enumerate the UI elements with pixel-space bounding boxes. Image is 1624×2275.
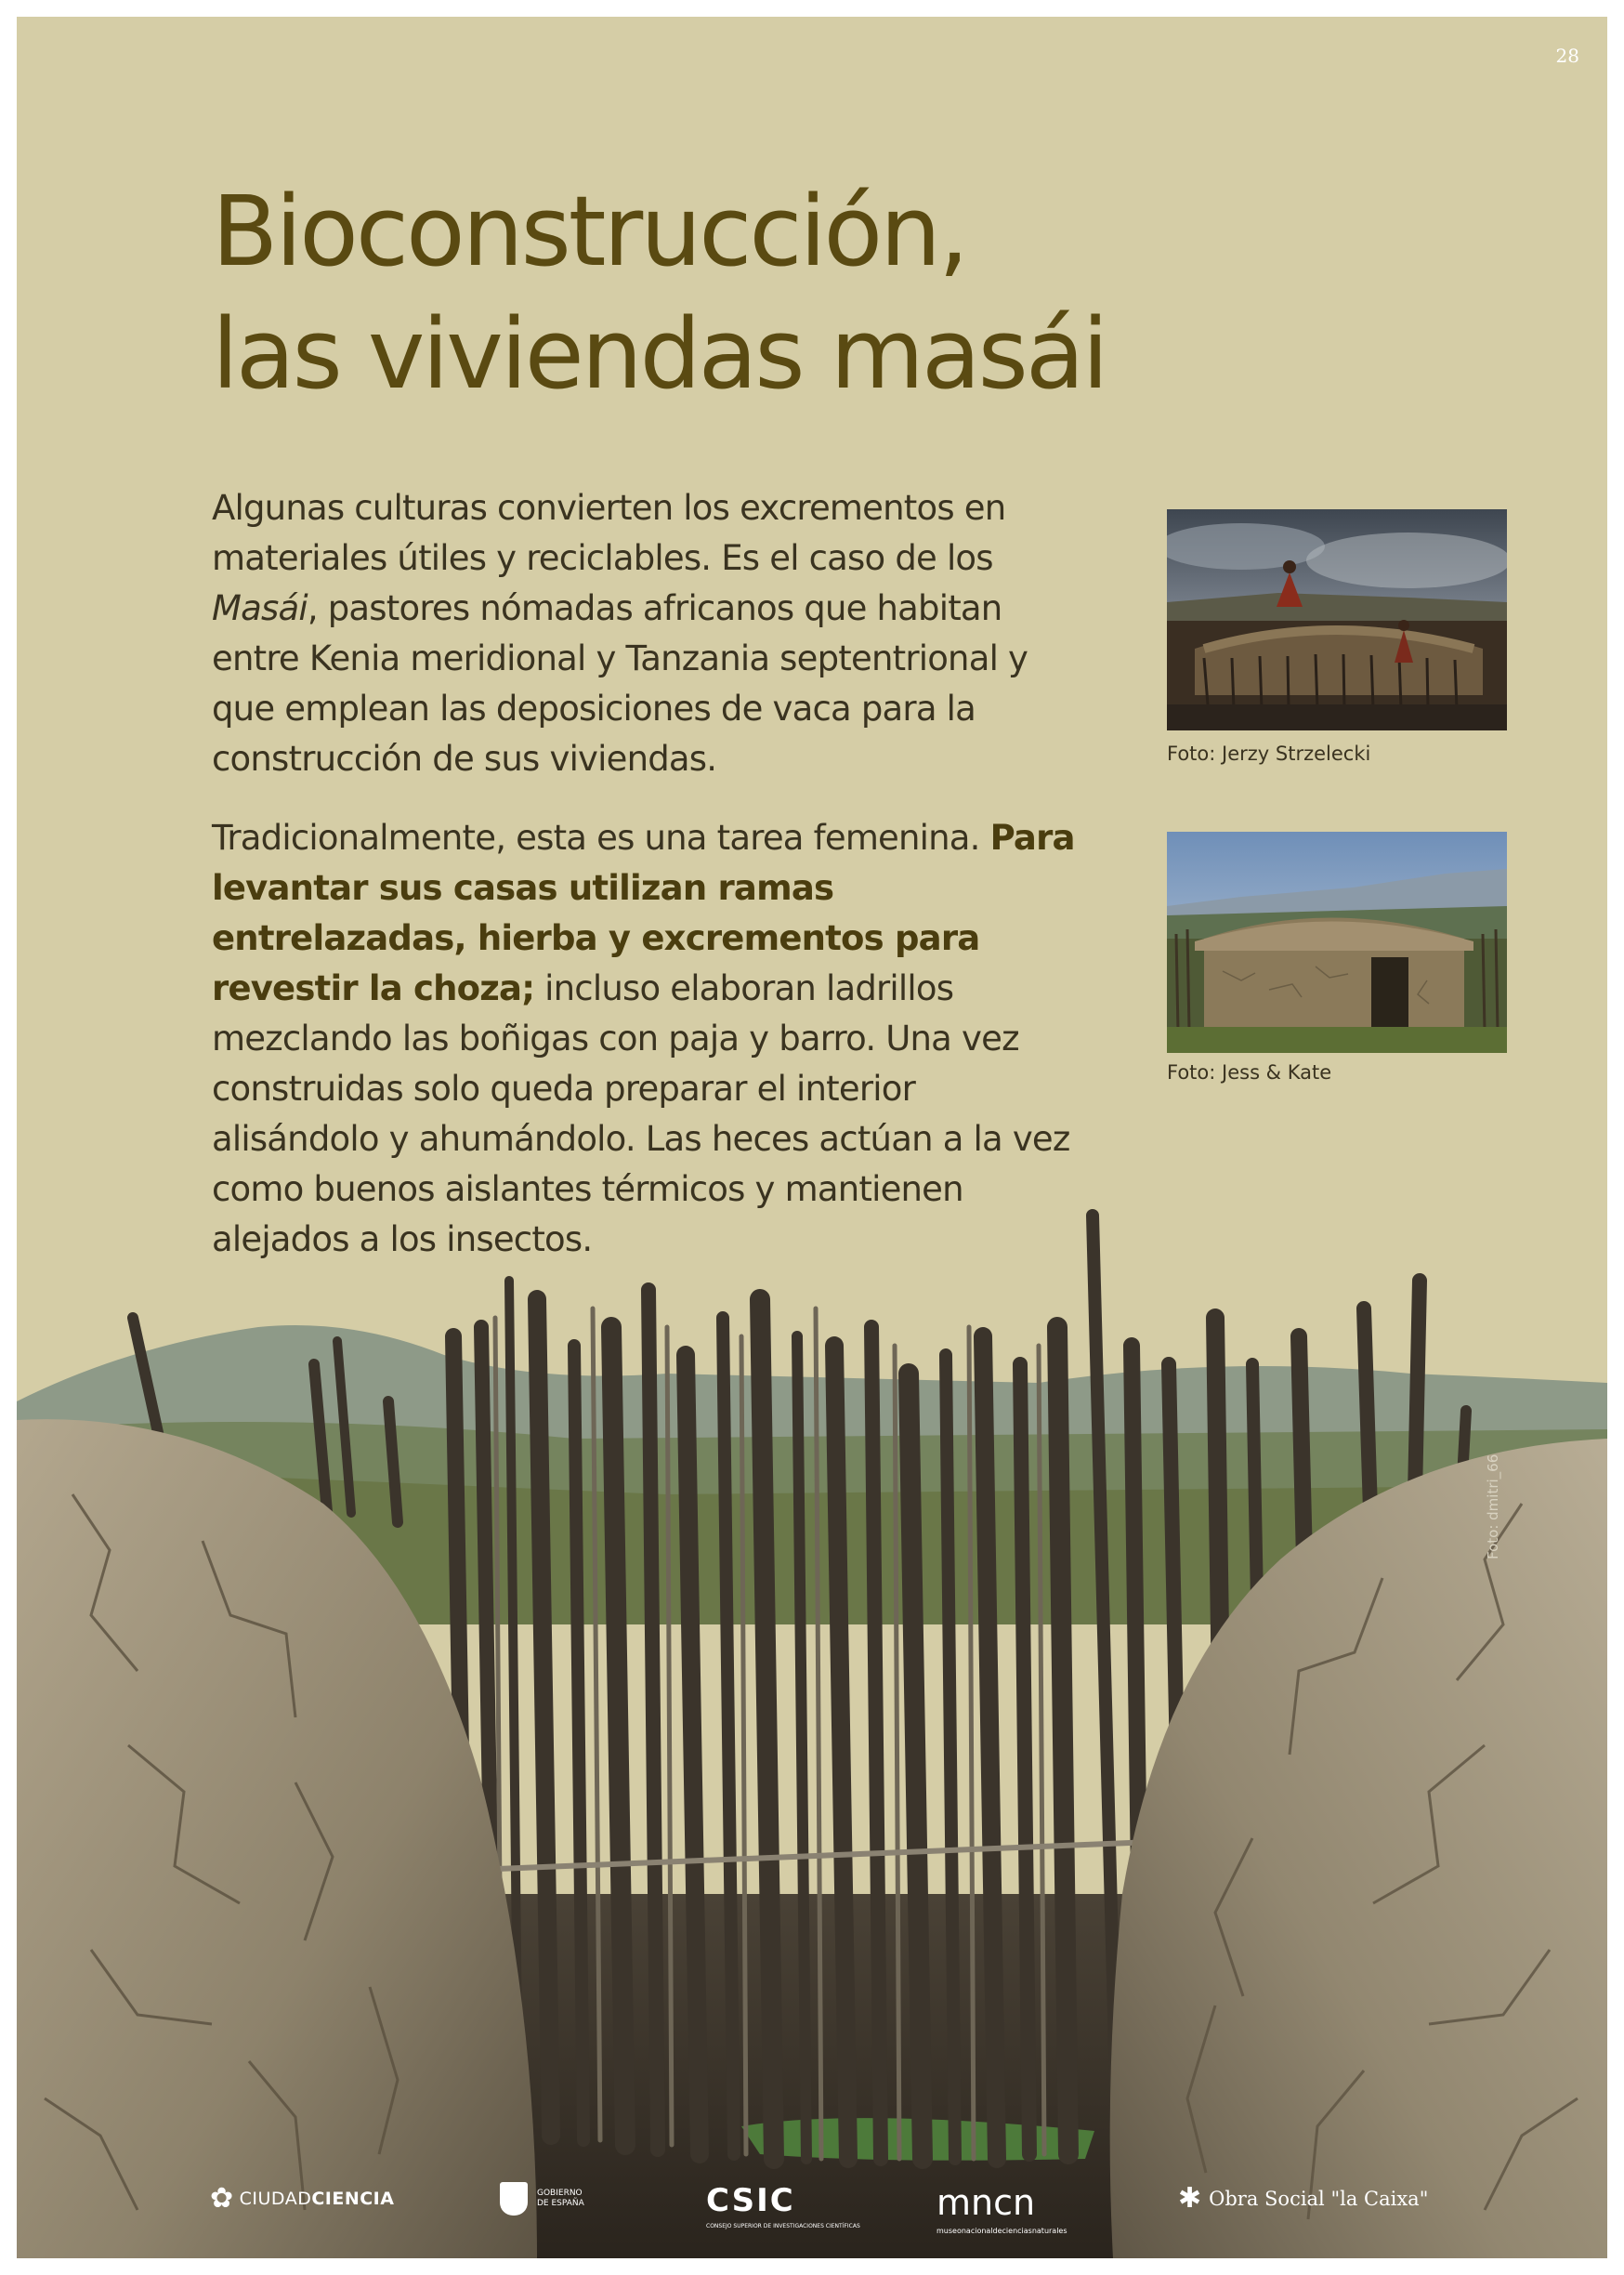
ciudad-ciencia-icon: ✿ — [210, 2182, 234, 2215]
poster-panel — [17, 17, 1607, 2258]
paragraph-1-text-a: Algunas culturas convierten los excrementos en materiales útiles y reciclables. Es el caso de los — [212, 488, 1006, 578]
gobierno-line-2: DE ESPAÑA — [537, 2199, 584, 2208]
logo-ciudad-ciencia — [210, 2182, 394, 2215]
logo-gobierno — [500, 2182, 584, 2216]
manyatta-scene — [17, 1188, 1607, 2258]
paragraph-2-bold: Para levantar sus casas utilizan ramas entrelazadas, hierba y excrementos para revestir la choza; — [212, 818, 1075, 1008]
paragraph-1-italic: Masái — [212, 588, 308, 628]
scene-photo-credit: Foto: dmitri_66 — [1485, 1453, 1501, 1559]
logo-ciudad-text: CIUDAD — [239, 2188, 312, 2209]
logo-ciencia-text: CIENCIA — [311, 2188, 395, 2209]
coat-of-arms-icon — [500, 2182, 528, 2216]
paragraph-2-text-a: Tradicionalmente, esta es una tarea femenina. — [212, 818, 990, 858]
paragraph-1 — [212, 483, 1085, 784]
logo-mncn — [936, 2182, 1067, 2235]
logo-csic-subtitle: CONSEJO SUPERIOR DE INVESTIGACIONES CIENTÍFICAS — [706, 2223, 860, 2229]
logo-caixa-text: Obra Social "la Caixa" — [1209, 2187, 1429, 2210]
page-title — [212, 170, 1106, 415]
photo-mud-hut — [1167, 832, 1507, 1053]
photo-caption-2: Foto: Jess & Kate — [1167, 1061, 1332, 1084]
logo-obra-social-la-caixa — [1178, 2182, 1428, 2215]
gobierno-line-1: GOBIERNO — [537, 2189, 583, 2198]
paragraph-1-text-b: , pastores nómadas africanos que habitan entre Kenia meridional y Tanzania septentrional y que emplean las deposiciones de vaca para la construcción de sus viviendas. — [212, 588, 1028, 779]
sponsor-logos — [17, 2154, 1607, 2238]
page-number: 28 — [1555, 45, 1579, 67]
logo-mncn-text: mncn — [936, 2182, 1036, 2223]
photo-hut-roof — [1167, 509, 1507, 730]
logo-csic-text: CSIC — [706, 2182, 795, 2219]
logo-mncn-subtitle: museonacionaldecienciasnaturales — [936, 2227, 1067, 2235]
la-caixa-star-icon: ✱ — [1178, 2182, 1202, 2215]
title-line-1: Bioconstrucción, — [212, 175, 967, 288]
paragraph-2-text-b: incluso elaboran ladrillos mezclando las boñigas con paja y barro. Una vez construidas solo queda preparar el interior alisándolo y ahumándolo. Las heces actúan a la vez como buenos aislantes térmicos y mantienen alejados a los insectos. — [212, 968, 1070, 1259]
logo-gobierno-text — [537, 2189, 584, 2209]
title-line-2: las viviendas masái — [212, 297, 1107, 411]
photo-caption-1: Foto: Jerzy Strzelecki — [1167, 743, 1371, 765]
logo-csic — [706, 2182, 860, 2229]
